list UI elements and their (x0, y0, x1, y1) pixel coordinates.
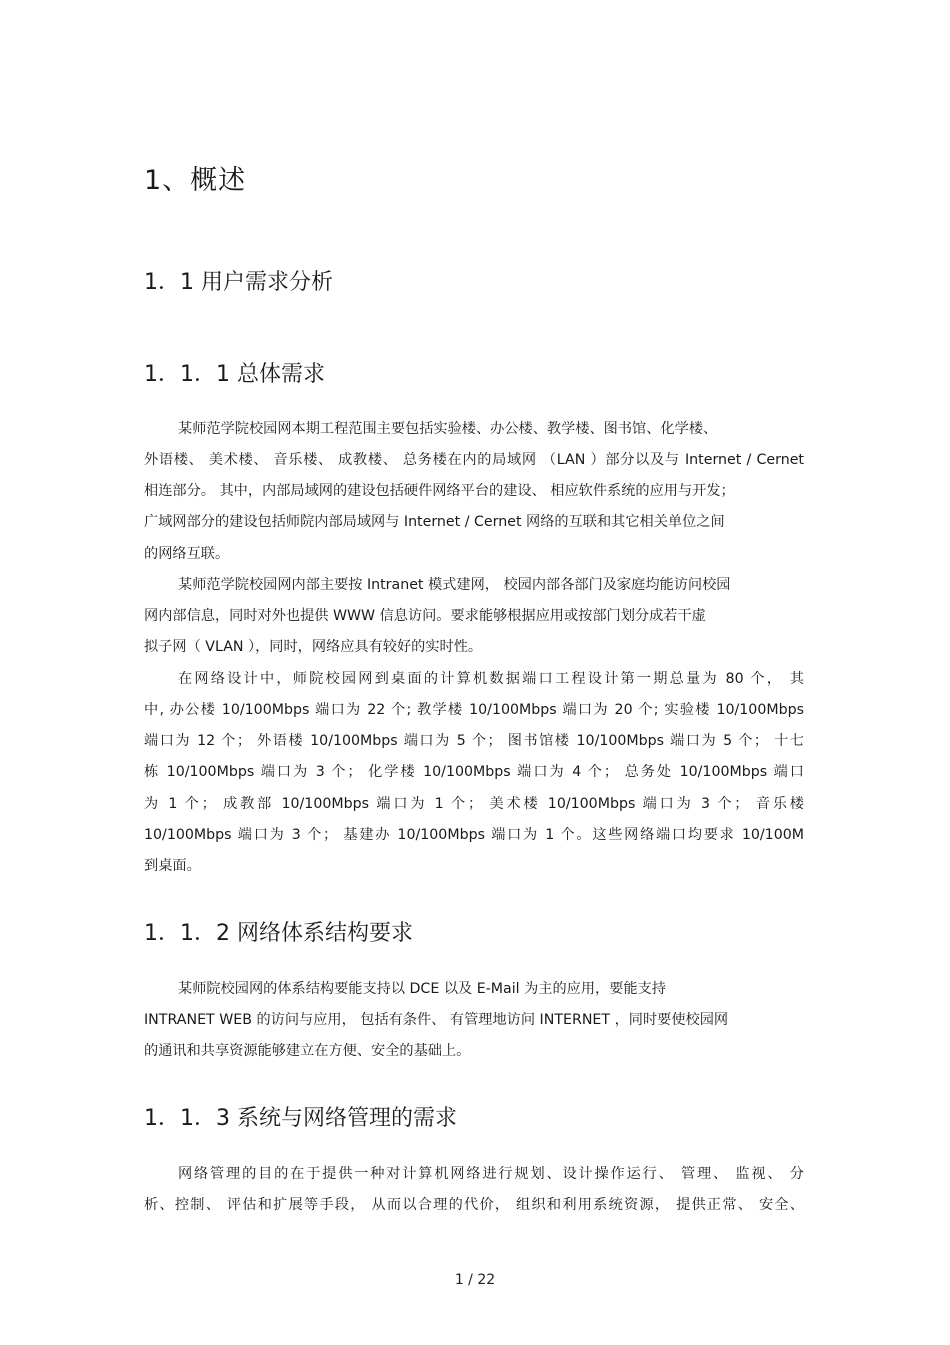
paragraph-line: 10/100Mbps 端口为 3 个； 基建办 10/100Mbps 端口为 1 个。这些网络端口均要求 10/100M (144, 827, 804, 843)
paragraph-line: 为 1 个； 成教部 10/100Mbps 端口为 1 个； 美术楼 10/100Mbps 端口为 3 个； 音乐楼 (144, 796, 804, 812)
paragraph-line: 某师范学院校园网本期工程范围主要包括实验楼、办公楼、教学楼、图书馆、化学楼、 (178, 421, 718, 437)
paragraph-line: 中, 办公楼 10/100Mbps 端口为 22 个; 教学楼 10/100Mbps 端口为 20 个; 实验楼 10/100Mbps (144, 702, 804, 718)
section-heading: 1、概述 (144, 165, 247, 196)
paragraph-line: 广域网部分的建设包括师院内部局域网与 Internet / Cernet 网络的互联和其它相关单位之间 (144, 514, 725, 530)
paragraph-line: 某师范学院校园网内部主要按 Intranet 模式建网， 校园内部各部门及家庭均能访问校园 (178, 577, 731, 593)
subsection-heading-overall-requirements: 1．1．1 总体需求 (144, 362, 325, 387)
paragraph-line: 析、控制、 评估和扩展等手段， 从而以合理的代价， 组织和利用系统资源， 提供正常、 安全、 (144, 1197, 804, 1213)
paragraph-line: 拟子网（ VLAN ），同时，网络应具有较好的实时性。 (144, 639, 483, 655)
paragraph-line: 外语楼、 美术楼、 音乐楼、 成教楼、 总务楼在内的局域网 （LAN ）部分以及与 Internet / Cernet (144, 452, 804, 468)
subsection-heading-user-requirements: 1．1 用户需求分析 (144, 270, 333, 295)
paragraph-line: 某师院校园网的体系结构要能支持以 DCE 以及 E-Mail 为主的应用，要能支持 (178, 981, 666, 997)
paragraph-line: 端口为 12 个； 外语楼 10/100Mbps 端口为 5 个； 图书馆楼 10/100Mbps 端口为 5 个； 十七 (144, 733, 804, 749)
paragraph-line: 网内部信息，同时对外也提供 WWW 信息访问。要求能够根据应用或按部门划分成若干虚 (144, 608, 706, 624)
page-number: 1 / 22 (454, 1272, 496, 1288)
subsection-heading-management-requirements: 1．1．3 系统与网络管理的需求 (144, 1106, 457, 1131)
subsection-heading-architecture-requirements: 1．1．2 网络体系结构要求 (144, 921, 413, 946)
paragraph-line: 栋 10/100Mbps 端口为 3 个； 化学楼 10/100Mbps 端口为 4 个； 总务处 10/100Mbps 端口 (144, 764, 804, 780)
paragraph-line: 在网络设计中，师院校园网到桌面的计算机数据端口工程设计第一期总量为 80 个， 其 (178, 671, 804, 687)
paragraph-line: 到桌面。 (144, 858, 201, 874)
paragraph-line: INTRANET WEB 的访问与应用， 包括有条件、 有管理地访问 INTERNET ，同时要使校园网 (144, 1012, 729, 1028)
paragraph-line: 网络管理的目的在于提供一种对计算机网络进行规划、设计操作运行、 管理、 监视、 分 (178, 1166, 804, 1182)
paragraph-line: 的通讯和共享资源能够建立在方便、安全的基础上。 (144, 1043, 471, 1059)
paragraph-line: 相连部分。 其中，内部局域网的建设包括硬件网络平台的建设、 相应软件系统的应用与开发； (144, 483, 735, 499)
paragraph-line: 的网络互联。 (144, 546, 230, 562)
